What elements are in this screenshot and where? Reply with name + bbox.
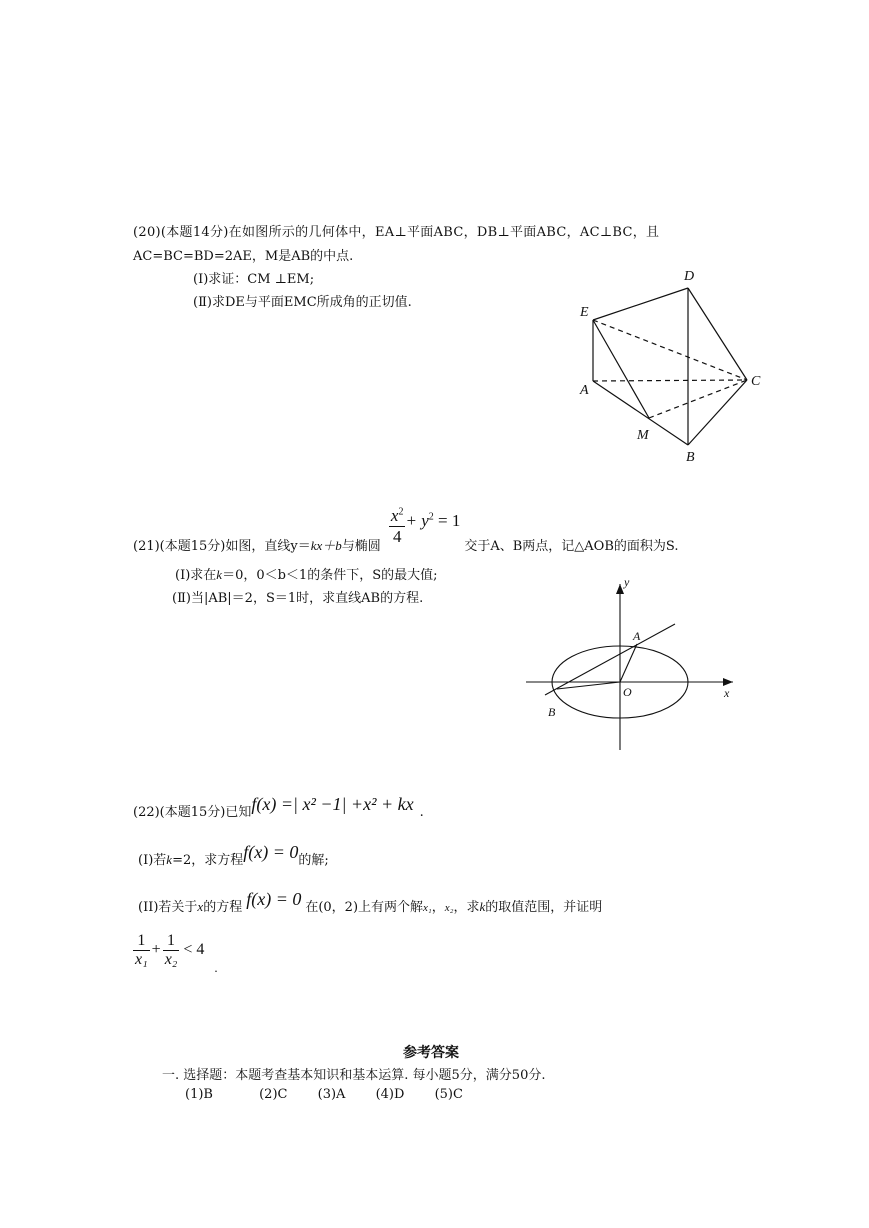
q22-part2-post: 的取值范围，并证明	[485, 900, 603, 915]
label-M: M	[637, 428, 649, 443]
eq-den: 4	[392, 527, 402, 546]
ineq-period: .	[214, 960, 218, 976]
q21-ellipse-figure	[520, 572, 745, 757]
eq-rest-exp: 2	[428, 511, 434, 523]
answers-title: 参考答案	[403, 1045, 459, 1061]
y-axis-arrow	[616, 584, 624, 594]
answer-1: (1)B	[185, 1087, 213, 1102]
q22-function: f(x) =| x² −1| +x² + kx	[251, 794, 414, 814]
label-A: A	[633, 629, 641, 643]
eq-eq: = 1	[438, 511, 461, 530]
q22-part2-x: x	[197, 899, 204, 914]
eq-num: x	[390, 506, 399, 525]
edge-DC	[688, 288, 747, 380]
frac1-num: 1	[133, 932, 150, 951]
q22-part1-post: 的解;	[298, 853, 329, 868]
q22-part2-mid2: 在(0，2)上有两个解	[305, 900, 424, 915]
q21-part2: (Ⅱ)当|AB|＝2，S＝1时，求直线AB的方程.	[172, 591, 424, 606]
q21-part1-pre: (I)求在	[175, 568, 217, 583]
q22-stem	[133, 794, 424, 821]
q22-x2: x₂	[444, 902, 454, 914]
label-B: B	[686, 450, 695, 465]
frac-1-x1	[133, 932, 150, 969]
eq-exp: 2	[398, 506, 404, 518]
answer-5: (5)C	[434, 1087, 463, 1102]
edge-AC	[593, 380, 747, 381]
label-x: x	[724, 686, 730, 700]
q22-part1-mid: =2，求方程	[172, 853, 244, 868]
edge-BC	[688, 380, 747, 445]
answer-2: (2)C	[259, 1087, 288, 1102]
q22-period: .	[419, 805, 424, 820]
ineq-lt: < 4	[183, 941, 205, 959]
label-E: E	[580, 305, 589, 320]
q22-part2-mid: 的方程	[203, 900, 243, 915]
x-axis-arrow	[723, 678, 733, 686]
edge-MC	[649, 380, 747, 418]
q22-part2-k: k	[479, 899, 486, 914]
q20-line2: AC=BC=BD=2AE，M是AB的中点.	[133, 249, 354, 264]
edge-ED	[593, 288, 688, 320]
label-y: y	[624, 575, 630, 589]
frac2-den: x₂	[164, 951, 178, 968]
frac1-den: x₁	[135, 951, 148, 968]
q22-part2	[138, 889, 603, 916]
answers-section1: 一. 选择题：本题考查基本知识和基本运算. 每小题5分，满分50分.	[162, 1068, 546, 1083]
frac-1-x2	[163, 932, 180, 969]
label-D: D	[684, 269, 695, 284]
ineq-plus: +	[151, 941, 161, 959]
q22-eq0: f(x) = 0	[243, 842, 299, 862]
q22-part1	[138, 842, 329, 869]
q22-x1: x₁	[423, 902, 432, 914]
q21-part1	[175, 564, 437, 583]
label-B: B	[548, 705, 556, 719]
q21-mid: 与椭圆	[341, 539, 381, 554]
q22-part1-pre: (I)若	[138, 853, 167, 868]
q20-line1: (20)(本题14分)在如图所示的几何体中，EA⊥平面ABC，DB⊥平面ABC，AC⊥BC，且	[133, 225, 660, 240]
answer-3: (3)A	[317, 1087, 346, 1102]
q20-solid-figure	[570, 262, 770, 467]
q20-part1: (I)求证：CM ⊥EM;	[193, 272, 315, 287]
q21-stem	[133, 506, 679, 554]
q22-comma: ，	[431, 900, 445, 915]
label-C: C	[751, 374, 761, 389]
q22-part2-pre: (II)若关于	[138, 900, 198, 915]
label-A: A	[580, 383, 589, 398]
edge-EC	[593, 320, 747, 380]
q22-prefix: (22)(本题15分)已知	[133, 805, 252, 820]
label-O: O	[623, 685, 632, 699]
q22-inequality	[133, 932, 218, 976]
q21-suffix: 交于A、B两点，记△AOB的面积为S.	[464, 539, 679, 554]
q21-kx-b: kx＋b	[310, 538, 342, 553]
answer-4: (4)D	[375, 1087, 405, 1102]
frac2-num: 1	[163, 932, 180, 951]
edge-EM	[593, 320, 649, 418]
q21-prefix: (21)(本题15分)如图，直线y＝	[133, 539, 311, 554]
q20-part2: (Ⅱ)求DE与平面EMC所成角的正切值.	[193, 295, 412, 310]
q22-eq0-2: f(x) = 0	[246, 889, 302, 909]
ellipse-equation	[389, 506, 460, 547]
answers-items	[185, 1087, 463, 1102]
eq-rest: + y	[405, 511, 429, 530]
q22-part1-k: k	[166, 852, 173, 867]
q21-part1-k: k	[216, 567, 223, 582]
q22-part2-post-pre: ，求	[453, 900, 480, 915]
line-AB	[545, 624, 675, 695]
q21-part1-post: ＝0，0＜b＜1的条件下，S的最大值;	[222, 568, 438, 583]
